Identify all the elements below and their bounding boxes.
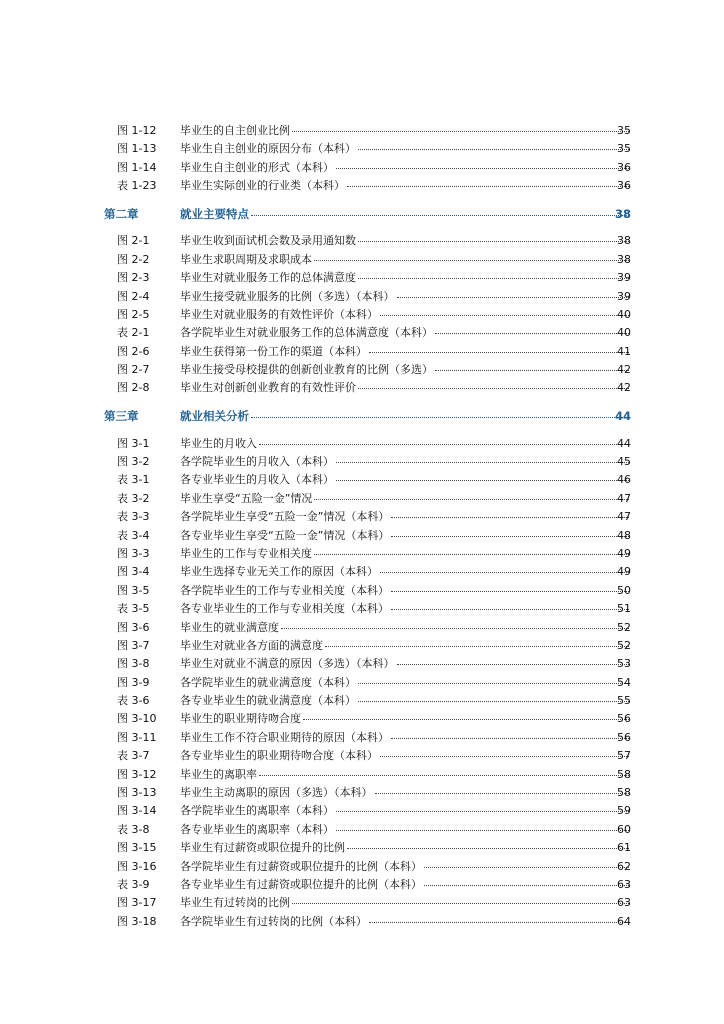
toc-entry-page-number: 61	[617, 841, 631, 855]
toc-entry[interactable]	[0, 563, 724, 581]
toc-entry-title-line	[180, 527, 631, 545]
dot-leader	[347, 176, 629, 187]
toc-entry-label: 图 3-12	[117, 767, 157, 781]
toc-entry-label: 图 3-17	[117, 896, 157, 910]
toc-entry-title-line	[180, 407, 631, 425]
toc-entry-title-line	[180, 710, 631, 728]
toc-entry-title-line	[180, 876, 631, 894]
toc-chapter-heading[interactable]	[0, 407, 724, 425]
toc-entry-page-number: 38	[617, 234, 631, 248]
toc-entry-page-number: 44	[617, 436, 631, 450]
toc-entry[interactable]	[0, 729, 724, 747]
toc-entry-title-line	[180, 858, 631, 876]
toc-entry[interactable]	[0, 637, 724, 655]
toc-entry[interactable]	[0, 784, 724, 802]
toc-entry-title: 毕业生的月收入	[180, 436, 257, 450]
toc-entry-title-line	[180, 802, 631, 820]
toc-entry-label: 表 3-6	[117, 694, 150, 708]
dot-leader	[397, 654, 630, 665]
toc-entry[interactable]	[0, 288, 724, 306]
toc-entry[interactable]	[0, 913, 724, 931]
toc-entry-page-number: 39	[617, 271, 631, 285]
toc-entry-title-line	[180, 784, 631, 802]
toc-entry-title-line	[180, 839, 631, 857]
toc-entry[interactable]	[0, 894, 724, 912]
dot-leader	[391, 526, 629, 537]
dot-leader	[358, 378, 629, 389]
toc-entry-label: 表 1-23	[117, 179, 157, 193]
toc-entry-page-number: 36	[617, 179, 631, 193]
toc-entry-page-number: 40	[617, 307, 631, 321]
dot-leader	[336, 158, 629, 169]
toc-entry-title-line	[180, 205, 631, 223]
toc-entry-title: 毕业生对就业服务的有效性评价（本科）	[180, 307, 378, 321]
toc-entry-label: 表 3-3	[117, 510, 150, 524]
toc-entry-title-line	[180, 435, 631, 453]
dot-leader	[336, 820, 629, 831]
toc-entry-title: 各专业毕业生的职业期待吻合度（本科）	[180, 749, 378, 763]
toc-entry-page-number: 45	[617, 455, 631, 468]
toc-entry-page-number: 53	[617, 657, 631, 671]
toc-entry-label: 图 1-14	[117, 160, 157, 174]
toc-entry-page-number: 58	[617, 767, 631, 781]
dot-leader	[336, 470, 629, 481]
toc-entry-label: 图 3-8	[117, 657, 150, 671]
toc-entry-title-line	[180, 637, 631, 655]
toc-entry-title: 毕业生收到面试机会数及录用通知数	[180, 234, 356, 248]
dot-leader	[358, 231, 629, 242]
dot-leader	[303, 709, 629, 720]
toc-entry-title-line	[180, 159, 631, 177]
toc-entry-label: 图 2-5	[117, 307, 150, 321]
dot-leader	[375, 783, 630, 794]
toc-entry-label: 图 3-7	[117, 638, 150, 652]
toc-entry-label: 图 1-13	[117, 142, 157, 156]
toc-entry-label: 图 3-13	[117, 786, 157, 800]
toc-entry[interactable]	[0, 674, 724, 692]
toc-entry-page-number: 52	[617, 620, 631, 634]
toc-entry[interactable]	[0, 177, 724, 195]
toc-entry-title: 各学院毕业生对就业服务工作的总体满意度（本科）	[180, 326, 433, 340]
toc-entry-title-line	[180, 508, 631, 526]
dot-leader	[281, 618, 629, 629]
toc-entry-page-number: 56	[617, 730, 631, 744]
toc-entry-title-line	[180, 306, 631, 324]
dot-leader	[251, 407, 629, 418]
toc-entry[interactable]	[0, 490, 724, 508]
toc-entry-title: 毕业生的就业满意度	[180, 620, 279, 634]
toc-entry[interactable]	[0, 600, 724, 618]
dot-leader	[314, 489, 629, 500]
toc-entry-label: 图 3-15	[117, 841, 157, 855]
toc-entry[interactable]	[0, 122, 724, 140]
toc-entry-label: 图 3-3	[117, 546, 150, 560]
dot-leader	[397, 287, 630, 298]
toc-entry-label: 图 3-14	[117, 804, 157, 818]
toc-entry-label: 图 2-8	[117, 381, 150, 395]
toc-entry-page-number: 51	[617, 602, 631, 616]
toc-entry-title-line	[180, 563, 631, 581]
toc-entry-title: 各专业毕业生的月收入（本科）	[180, 473, 334, 487]
dot-leader	[391, 728, 629, 739]
toc-entry-page-number: 54	[617, 675, 631, 689]
toc-entry-page-number: 63	[617, 877, 631, 891]
toc-entry-title: 各专业毕业生的离职率（本科）	[180, 822, 334, 836]
toc-entry-label: 表 3-2	[117, 491, 150, 505]
toc-entry-page-number: 46	[617, 473, 631, 487]
toc-entry[interactable]	[0, 306, 724, 324]
toc-entry-title: 毕业生接受就业服务的比例（多选）（本科）	[180, 289, 395, 303]
toc-entry-page-number: 60	[617, 822, 631, 836]
toc-entry[interactable]	[0, 692, 724, 710]
toc-entry-title-line	[180, 913, 631, 931]
toc-entry-label: 图 2-1	[117, 234, 150, 248]
toc-entry-title-line	[180, 232, 631, 250]
toc-entry-title-line	[180, 766, 631, 784]
toc-entry-label: 图 1-12	[117, 124, 157, 137]
toc-entry-title: 各学院毕业生享受“五险一金”情况（本科）	[180, 510, 390, 524]
toc-entry-page-number: 40	[617, 326, 631, 340]
toc-entry-label: 图 3-6	[117, 620, 150, 634]
toc-entry-title-line	[180, 122, 631, 140]
dot-leader	[358, 691, 629, 702]
toc-entry-title-line	[180, 251, 631, 269]
toc-entry-title: 各学院毕业生的工作与专业相关度（本科）	[180, 583, 389, 597]
toc-entry-label: 表 3-9	[117, 877, 150, 891]
toc-entry-title: 毕业生对创新创业教育的有效性评价	[180, 381, 356, 395]
toc-entry-page-number: 49	[617, 546, 631, 560]
toc-entry-page-number: 42	[617, 381, 631, 395]
toc-entry-title: 各专业毕业生的工作与专业相关度（本科）	[180, 602, 389, 616]
toc-entry-title-line	[180, 140, 631, 158]
toc-entry-title: 毕业生自主创业的原因分布（本科）	[180, 142, 356, 156]
toc-entry-page-number: 57	[617, 749, 631, 763]
toc-entry-title: 毕业生的离职率	[180, 767, 257, 781]
toc-entry-label: 图 3-1	[117, 436, 150, 450]
toc-entry[interactable]	[0, 232, 724, 250]
toc-entry[interactable]	[0, 710, 724, 728]
dot-leader	[292, 121, 629, 132]
dot-leader	[380, 746, 629, 757]
table-of-contents	[0, 122, 724, 931]
toc-entry[interactable]	[0, 619, 724, 637]
toc-entry[interactable]	[0, 471, 724, 489]
toc-entry-title: 毕业生求职周期及求职成本	[180, 252, 312, 266]
toc-entry-title: 各学院毕业生的就业满意度（本科）	[180, 675, 356, 689]
toc-entry-title: 各学院毕业生有过转岗的比例（本科）	[180, 914, 367, 928]
toc-entry-title: 毕业生的职业期待吻合度	[180, 712, 301, 726]
toc-entry[interactable]	[0, 802, 724, 820]
toc-entry[interactable]	[0, 545, 724, 563]
toc-entry-label: 图 2-7	[117, 363, 150, 377]
toc-entry-title-line	[180, 324, 631, 342]
dot-leader	[424, 875, 629, 886]
toc-entry-label: 图 2-4	[117, 289, 150, 303]
toc-entry-title: 各学院毕业生的离职率（本科）	[180, 804, 334, 818]
toc-entry-label: 图 3-4	[117, 565, 150, 579]
dot-leader	[424, 857, 629, 868]
toc-entry-page-number: 35	[617, 124, 631, 137]
toc-entry-title: 毕业生实际创业的行业类（本科）	[180, 179, 345, 193]
toc-entry-label: 图 3-18	[117, 914, 157, 928]
dot-leader	[358, 139, 629, 150]
toc-entry-page-number: 38	[617, 252, 631, 266]
toc-entry[interactable]	[0, 747, 724, 765]
toc-entry[interactable]	[0, 435, 724, 453]
toc-entry-label: 表 2-1	[117, 326, 150, 340]
toc-chapter-heading[interactable]	[0, 205, 724, 223]
toc-entry-title-line	[180, 361, 631, 379]
toc-entry-title-line	[180, 674, 631, 692]
toc-entry[interactable]	[0, 858, 724, 876]
toc-entry-title: 毕业生主动离职的原因（多选）（本科）	[180, 786, 373, 800]
dot-leader	[435, 360, 629, 371]
toc-entry-title-line	[180, 453, 631, 471]
dot-leader	[391, 507, 629, 518]
toc-entry-label: 图 2-3	[117, 271, 150, 285]
toc-entry-label: 表 3-5	[117, 602, 150, 616]
toc-entry-title-line	[180, 177, 631, 195]
toc-entry-label: 图 3-2	[117, 455, 150, 468]
toc-entry[interactable]	[0, 527, 724, 545]
toc-entry-title: 各专业毕业生有过薪资或职位提升的比例（本科）	[180, 877, 422, 891]
toc-entry-page-number: 50	[617, 583, 631, 597]
toc-entry-title-line	[180, 600, 631, 618]
toc-entry[interactable]	[0, 508, 724, 526]
dot-leader	[391, 581, 629, 592]
dot-leader	[259, 765, 629, 776]
toc-entry[interactable]	[0, 361, 724, 379]
toc-entry-label: 图 2-6	[117, 344, 150, 358]
toc-entry-title: 毕业生享受“五险一金”情况	[180, 491, 313, 505]
toc-entry[interactable]	[0, 379, 724, 397]
toc-entry-page-number: 52	[617, 638, 631, 652]
toc-entry-page-number: 47	[617, 510, 631, 524]
toc-entry[interactable]	[0, 766, 724, 784]
toc-entry-page-number: 59	[617, 804, 631, 818]
toc-entry-title-line	[180, 379, 631, 397]
toc-entry-title: 各学院毕业生有过薪资或职位提升的比例（本科）	[180, 859, 422, 873]
dot-leader	[325, 636, 629, 647]
toc-entry-page-number: 63	[617, 896, 631, 910]
toc-entry-title: 各专业毕业生的就业满意度（本科）	[180, 694, 356, 708]
toc-entry-page-number: 55	[617, 694, 631, 708]
dot-leader	[358, 673, 629, 684]
toc-entry[interactable]	[0, 839, 724, 857]
toc-entry-title-line	[180, 692, 631, 710]
toc-entry-title-line	[180, 343, 631, 361]
toc-entry-page-number: 35	[617, 142, 631, 156]
toc-entry-label: 第三章	[104, 409, 139, 424]
toc-entry-page-number: 56	[617, 712, 631, 726]
toc-entry[interactable]	[0, 343, 724, 361]
dot-leader	[380, 305, 629, 316]
toc-entry[interactable]	[0, 582, 724, 600]
dot-leader	[259, 434, 629, 445]
toc-entry[interactable]	[0, 453, 724, 471]
toc-entry[interactable]	[0, 251, 724, 269]
toc-entry-title: 毕业生工作不符合职业期待的原因（本科）	[180, 730, 389, 744]
toc-entry-title-line	[180, 729, 631, 747]
dot-leader	[292, 893, 629, 904]
toc-entry-title: 毕业生接受母校提供的创新创业教育的比例（多选）	[180, 363, 433, 377]
toc-entry-label: 图 3-16	[117, 859, 157, 873]
dot-leader	[314, 544, 629, 555]
toc-entry-title-line	[180, 545, 631, 563]
dot-leader	[380, 562, 629, 573]
toc-entry-page-number: 58	[617, 786, 631, 800]
toc-entry-page-number: 64	[617, 914, 631, 928]
toc-entry-page-number: 42	[617, 363, 631, 377]
toc-entry-title: 各学院毕业生的月收入（本科）	[180, 455, 334, 468]
toc-entry[interactable]	[0, 876, 724, 894]
toc-entry-title: 毕业生有过薪资或职位提升的比例	[180, 841, 345, 855]
dot-leader	[435, 323, 629, 334]
toc-entry-title-line	[180, 490, 631, 508]
toc-entry-label: 图 3-5	[117, 583, 150, 597]
dot-leader	[336, 452, 629, 463]
toc-entry-title: 毕业生对就业不满意的原因（多选）（本科）	[180, 657, 395, 671]
toc-entry-title: 毕业生对就业服务工作的总体满意度	[180, 271, 356, 285]
dot-leader	[358, 268, 629, 279]
toc-entry-label: 表 3-8	[117, 822, 150, 836]
toc-entry-page-number: 36	[617, 160, 631, 174]
toc-entry-title: 毕业生选择专业无关工作的原因（本科）	[180, 565, 378, 579]
toc-entry-page-number: 41	[617, 344, 631, 358]
toc-entry-title: 毕业生自主创业的形式（本科）	[180, 160, 334, 174]
toc-entry-title-line	[180, 269, 631, 287]
toc-entry-title: 就业主要特点	[180, 206, 249, 221]
toc-entry-label: 表 3-7	[117, 749, 150, 763]
toc-entry[interactable]	[0, 821, 724, 839]
toc-entry-label: 第二章	[104, 206, 139, 221]
toc-entry-title: 就业相关分析	[180, 409, 249, 424]
toc-entry-page-number: 44	[614, 409, 631, 424]
toc-entry-title-line	[180, 894, 631, 912]
toc-entry-label: 表 3-4	[117, 528, 150, 542]
toc-entry-page-number: 48	[617, 528, 631, 542]
toc-entry[interactable]	[0, 324, 724, 342]
toc-entry-title-line	[180, 747, 631, 765]
dot-leader	[251, 205, 629, 216]
toc-entry-page-number: 49	[617, 565, 631, 579]
toc-entry[interactable]	[0, 655, 724, 673]
toc-entry-title-line	[180, 821, 631, 839]
toc-entry-page-number: 47	[617, 491, 631, 505]
toc-entry-title: 毕业生的自主创业比例	[180, 124, 290, 137]
toc-entry-label: 图 3-11	[117, 730, 157, 744]
toc-entry-title: 毕业生有过转岗的比例	[180, 896, 290, 910]
dot-leader	[336, 801, 629, 812]
toc-entry-page-number: 62	[617, 859, 631, 873]
dot-leader	[347, 838, 629, 849]
toc-entry-page-number: 38	[614, 206, 631, 221]
toc-entry-label: 表 3-1	[117, 473, 150, 487]
toc-entry[interactable]	[0, 140, 724, 158]
toc-entry-label: 图 2-2	[117, 252, 150, 266]
toc-entry-title-line	[180, 655, 631, 673]
toc-entry-label: 图 3-9	[117, 675, 150, 689]
toc-entry-title-line	[180, 471, 631, 489]
dot-leader	[391, 599, 629, 610]
toc-entry-title: 各专业毕业生享受“五险一金”情况（本科）	[180, 528, 390, 542]
toc-entry-label: 图 3-10	[117, 712, 157, 726]
toc-entry-title-line	[180, 619, 631, 637]
toc-entry-title-line	[180, 582, 631, 600]
toc-entry[interactable]	[0, 159, 724, 177]
toc-entry-title: 毕业生的工作与专业相关度	[180, 546, 312, 560]
dot-leader	[314, 250, 629, 261]
toc-entry[interactable]	[0, 269, 724, 287]
dot-leader	[369, 342, 629, 353]
toc-entry-title-line	[180, 288, 631, 306]
toc-entry-title: 毕业生对就业各方面的满意度	[180, 638, 323, 652]
toc-entry-page-number: 39	[617, 289, 631, 303]
toc-entry-title: 毕业生获得第一份工作的渠道（本科）	[180, 344, 367, 358]
dot-leader	[369, 912, 629, 923]
